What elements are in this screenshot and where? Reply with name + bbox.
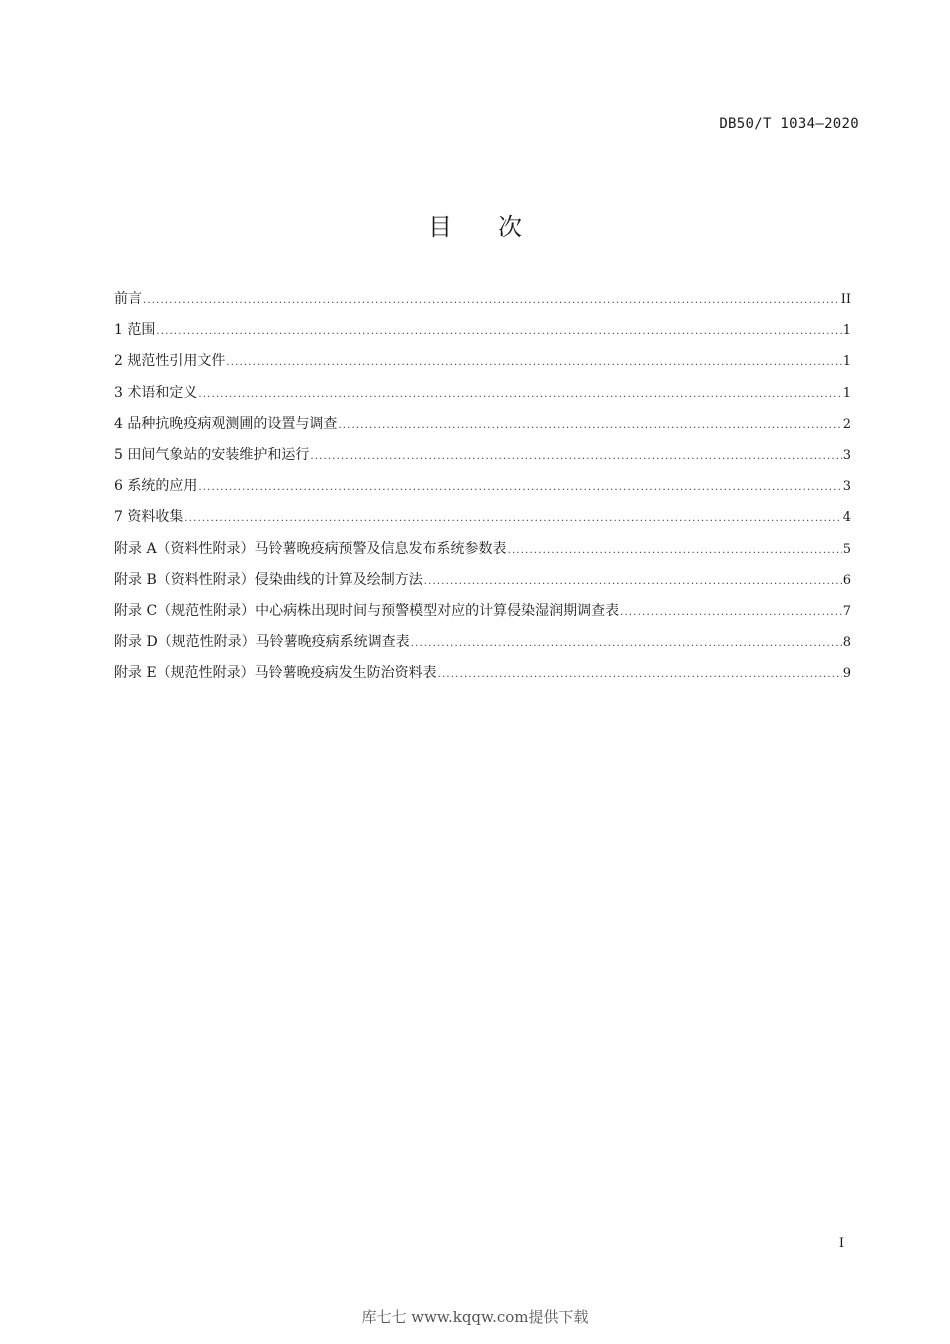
toc-leader-dots: [438, 669, 842, 680]
toc-entry-appendix-e[interactable]: [114, 662, 851, 693]
toc-entry-page: 6: [842, 572, 851, 588]
page-number: I: [838, 1236, 844, 1251]
toc-leader-dots: [411, 638, 842, 649]
download-watermark: 库七七 www.kqqw.com提供下载: [361, 1308, 589, 1326]
toc-entry-label: 附录 B（资料性附录）侵染曲线的计算及绘制方法: [114, 571, 423, 588]
toc-entry-appendix-d[interactable]: [114, 631, 851, 662]
toc-entry-normative-references[interactable]: [114, 350, 851, 381]
toc-entry-page: 1: [842, 354, 851, 370]
toc-entry-page: II: [840, 292, 851, 307]
toc-entry-page: 5: [842, 541, 851, 557]
toc-entry-scope[interactable]: [114, 319, 851, 350]
toc-entry-page: 7: [842, 603, 851, 619]
toc-entry-label: 6 系统的应用: [114, 478, 198, 495]
toc-entry-label: 2 规范性引用文件: [114, 353, 226, 370]
toc-leader-dots: [508, 545, 842, 556]
toc-leader-dots: [156, 326, 841, 337]
toc-leader-dots: [310, 451, 841, 462]
toc-entry-label: 附录 D（规范性附录）马铃薯晚疫病系统调查表: [114, 634, 410, 651]
toc-entry-system-application[interactable]: [114, 475, 851, 506]
toc-title: 目次: [428, 213, 568, 241]
toc-leader-dots: [198, 482, 841, 493]
toc-leader-dots: [620, 607, 842, 618]
toc-entry-appendix-c[interactable]: [114, 600, 851, 631]
toc-entry-label: 前言: [114, 291, 142, 307]
toc-entry-label: 附录 E（规范性附录）马铃薯晚疫病发生防治资料表: [114, 665, 437, 682]
toc-entry-page: 3: [842, 479, 851, 495]
toc-entry-page: 1: [842, 385, 851, 401]
toc-entry-data-collection[interactable]: [114, 506, 851, 537]
toc-entry-label: 5 田间气象站的安装维护和运行: [114, 446, 310, 463]
toc-entry-label: 3 术语和定义: [114, 384, 198, 401]
toc-entry-page: 3: [842, 447, 851, 463]
toc-entry-terms-definitions[interactable]: [114, 382, 851, 413]
table-of-contents: [114, 288, 851, 693]
toc-entry-page: 4: [842, 510, 851, 526]
toc-entry-page: 2: [842, 416, 851, 432]
toc-entry-label: 4 品种抗晚疫病观测圃的设置与调查: [114, 415, 338, 432]
toc-entry-appendix-b[interactable]: [114, 569, 851, 600]
toc-leader-dots: [143, 295, 840, 306]
toc-entry-label: 1 范围: [114, 322, 156, 339]
toc-entry-label: 附录 C（规范性附录）中心病株出现时间与预警模型对应的计算侵染湿润期调查表: [114, 602, 620, 619]
toc-leader-dots: [184, 513, 841, 524]
toc-entry-appendix-a[interactable]: [114, 538, 851, 569]
toc-entry-page: 1: [842, 323, 851, 339]
toc-leader-dots: [198, 389, 841, 400]
toc-leader-dots: [338, 420, 841, 431]
toc-entry-page: 8: [842, 635, 851, 651]
toc-entry-observation-nursery[interactable]: [114, 413, 851, 444]
toc-entry-label: 7 资料收集: [114, 509, 184, 526]
toc-entry-foreword[interactable]: [114, 288, 851, 319]
toc-entry-weather-station[interactable]: [114, 444, 851, 475]
toc-entry-label: 附录 A（资料性附录）马铃薯晚疫病预警及信息发布系统参数表: [114, 540, 507, 557]
document-code: DB50/T 1034—2020: [719, 116, 859, 132]
toc-leader-dots: [226, 357, 841, 368]
toc-entry-page: 9: [842, 666, 851, 682]
toc-leader-dots: [424, 576, 842, 587]
